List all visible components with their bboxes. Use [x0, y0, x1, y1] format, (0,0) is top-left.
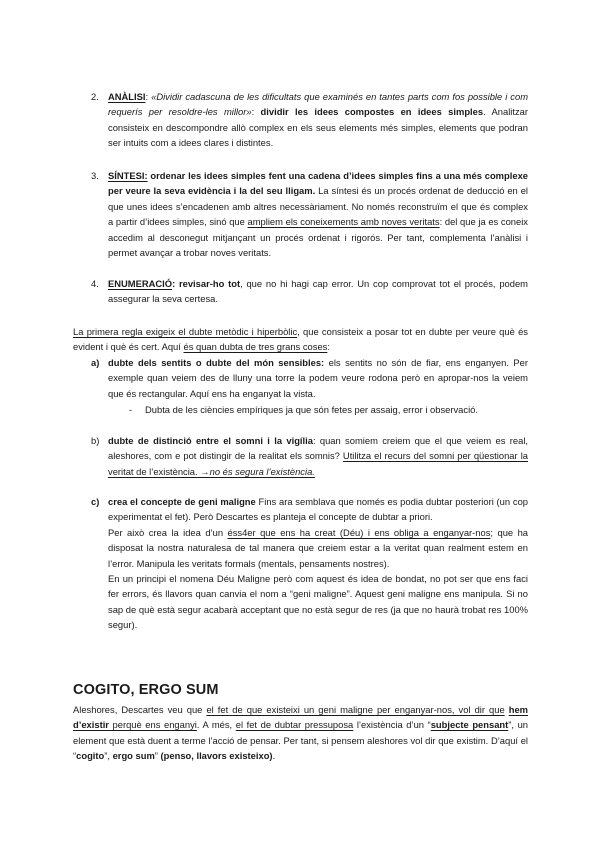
list-number: 3. [91, 170, 99, 181]
bold-text: : revisar-ho tot [172, 278, 241, 289]
paragraph: En un principi el nomena Déu Maligne però com aquest és idea de bondat, no pot ser que ens faci fer errors, és llavors quan canvia el nom a “geni maligne”. Aquest geni maligne ens manipula. Si no sap de què està segur acabarà acceptant que no està segur de res (ja que no haurà trobat res 100% segur). [108, 573, 528, 631]
list-letter: c) [91, 496, 100, 507]
list-letter: b) [91, 435, 100, 446]
list-item-analisi: ANÀLISI: «Dividir cadascuna de les dificultats que examinés en tantes parts com fos possible i com requerís per resoldre-les millor»: dividir les idees compostes en idees simples. Analitzar consisteix en descompondre allò complex en els seus elements més simples, elements que podran ser intuits com a idees clares i distintes. [108, 91, 529, 149]
list-item-enumeracio: ENUMERACIÓ: revisar-ho tot, que no hi hagi cap error. Un cop comprovat tot el procés, podem assegurar la seva certesa. [108, 278, 528, 305]
quote-text: «Dividir cadascuna de les dificultats que examinés en tantes parts com fos possible i com requerís per resoldre-les millor» [108, 91, 529, 118]
bold-text: ordenar les idees simples fent una cadena d’idees simples fins a una més complexe per veure la seva evidència i la del seu lligam. [108, 170, 528, 197]
list-number: 4. [91, 278, 99, 289]
underlined-text: és quan dubta de tres grans coses [183, 341, 328, 353]
bold-text: dubte dels sentits o dubte del món sensibles: [108, 357, 325, 368]
bold-text: crea el concepte de geni maligne [108, 496, 256, 507]
section-heading: COGITO, ERGO SUM [73, 682, 219, 698]
underlined-text: éss4er que ens ha creat (Déu) i ens obliga a enganyar-nos [227, 526, 491, 538]
bold-text: ergo sum [112, 750, 155, 762]
term-title: SÍNTESI: [108, 170, 148, 181]
sub-bullet-text: Dubta de les ciències empíriques ja que són fetes per assaig, error i observació. [145, 404, 478, 415]
underlined-text: el fet de dubtar pressuposa [235, 719, 354, 731]
underlined-text: La primera regla exigeix el dubte metòdic i hiperbòlic [73, 326, 298, 337]
underlined-text: ampliem els coneixements amb noves veritats [247, 216, 440, 228]
list-number: 2. [91, 91, 99, 102]
bold-text: dubte de distinció entre el somni i la vigília [108, 435, 313, 446]
bold-text: (penso, llavors existeixo) [160, 750, 273, 762]
bold-underlined-text: subjecte pensant [430, 719, 509, 731]
intro-paragraph: La primera regla exigeix el dubte metòdic i hiperbòlic, que consisteix a posar tot en dubte per veure què és evident i què és cert. Aquí és quan dubta de tres grans coses: [73, 326, 528, 353]
term-title: ANÀLISI [108, 91, 146, 102]
bold-underlined-text: hem d’existir [73, 704, 529, 731]
list-item-sintesi: SÍNTESI: ordenar les idees simples fent una cadena d’idees simples fins a una més complexe per veure la seva evidència i la del seu lligam. La síntesi és un procés ordenat de deducció en el que unes idees s’encadenen amb altres necessàriament. No només reconstruïm el que és complex a partir d’idees simples, sinó que ampliem els coneixements amb noves veritats: del que ja es coneix accedim al desconegut mitjançant un procés ordenat i rigorós. Per tant, complementa l’anàlisi i permet avançar a trobar noves veritats. [108, 170, 528, 259]
doubt-dream: dubte de distinció entre el somni i la vigília: quan somiem creiem que el que veiem es real, aleshores, com e pot distingir de la realitat els somnis? Utilitza el recurs del somni per qüestionar la veritat de l’existència. →no és segura l’existència. [108, 435, 529, 477]
dash-bullet: - [129, 404, 133, 415]
underlined-text: el fet de que existeixi un geni maligne per enganyar-nos, vol dir que [206, 704, 505, 715]
bold-text: dividir les idees compostes en idees simples [260, 106, 484, 118]
doubt-evil-genius: crea el concepte de geni maligne Fins ara semblava que només es podia dubtar posteriori (un cop experimentat el fet). Però Descartes es planteja el concepte de dubtar a priori. Per això crea la idea d’un éss4er que ens ha creat (Déu) i ens obliga a enganyar-nos; que ha disposat la nostra naturalesa de tal manera que creiem estar a la veritat quan realment estem en l’error. Manipula les veritats formals (mentals, pensaments nostres). En un principi el nomena Déu Maligne però com aquest és idea de bondat, no pot ser que ens faci fer errors, és llavors quan canvia el nom a “geni maligne”. Aquest geni maligne ens manipula. Si no sap de què està segur acabarà acceptant que no està segur de res (ja que no haurà trobat res 100% segur). [108, 494, 528, 633]
list-letter: a) [91, 357, 100, 368]
bold-text: cogito [76, 750, 105, 762]
section-paragraph: Aleshores, Descartes veu que el fet de que existeixi un geni maligne per enganyar-nos, vol dir que hem d’existir perquè ens enganyi. A més, el fet de dubtar pressuposa l’existència d’un “subjecte pensant”, un element que està duent a terme l’acció de pensar. Per tant, si pensem aleshores vol dir que existim. D’aquí el “cogito”, ergo sum” (penso, llavors existeixo). [73, 704, 529, 762]
italic-conclusion: →no és segura l’existència. [197, 465, 315, 477]
underlined-text: perquè ens enganyi [108, 719, 197, 731]
underlined-text: Utilitza el recurs del somni per qüestionar la veritat de l’existència. [108, 450, 528, 477]
doubt-senses: dubte dels sentits o dubte del món sensibles: els sentits no són de fiar, ens enganyen. Per exemple quan veiem des de lluny una torre la podem veure rodona però en apropar-nos la veiem que és rectangular. Aquí ens ha enganyat la vista. [108, 357, 528, 399]
term-title: ENUMERACIÓ [108, 278, 173, 289]
